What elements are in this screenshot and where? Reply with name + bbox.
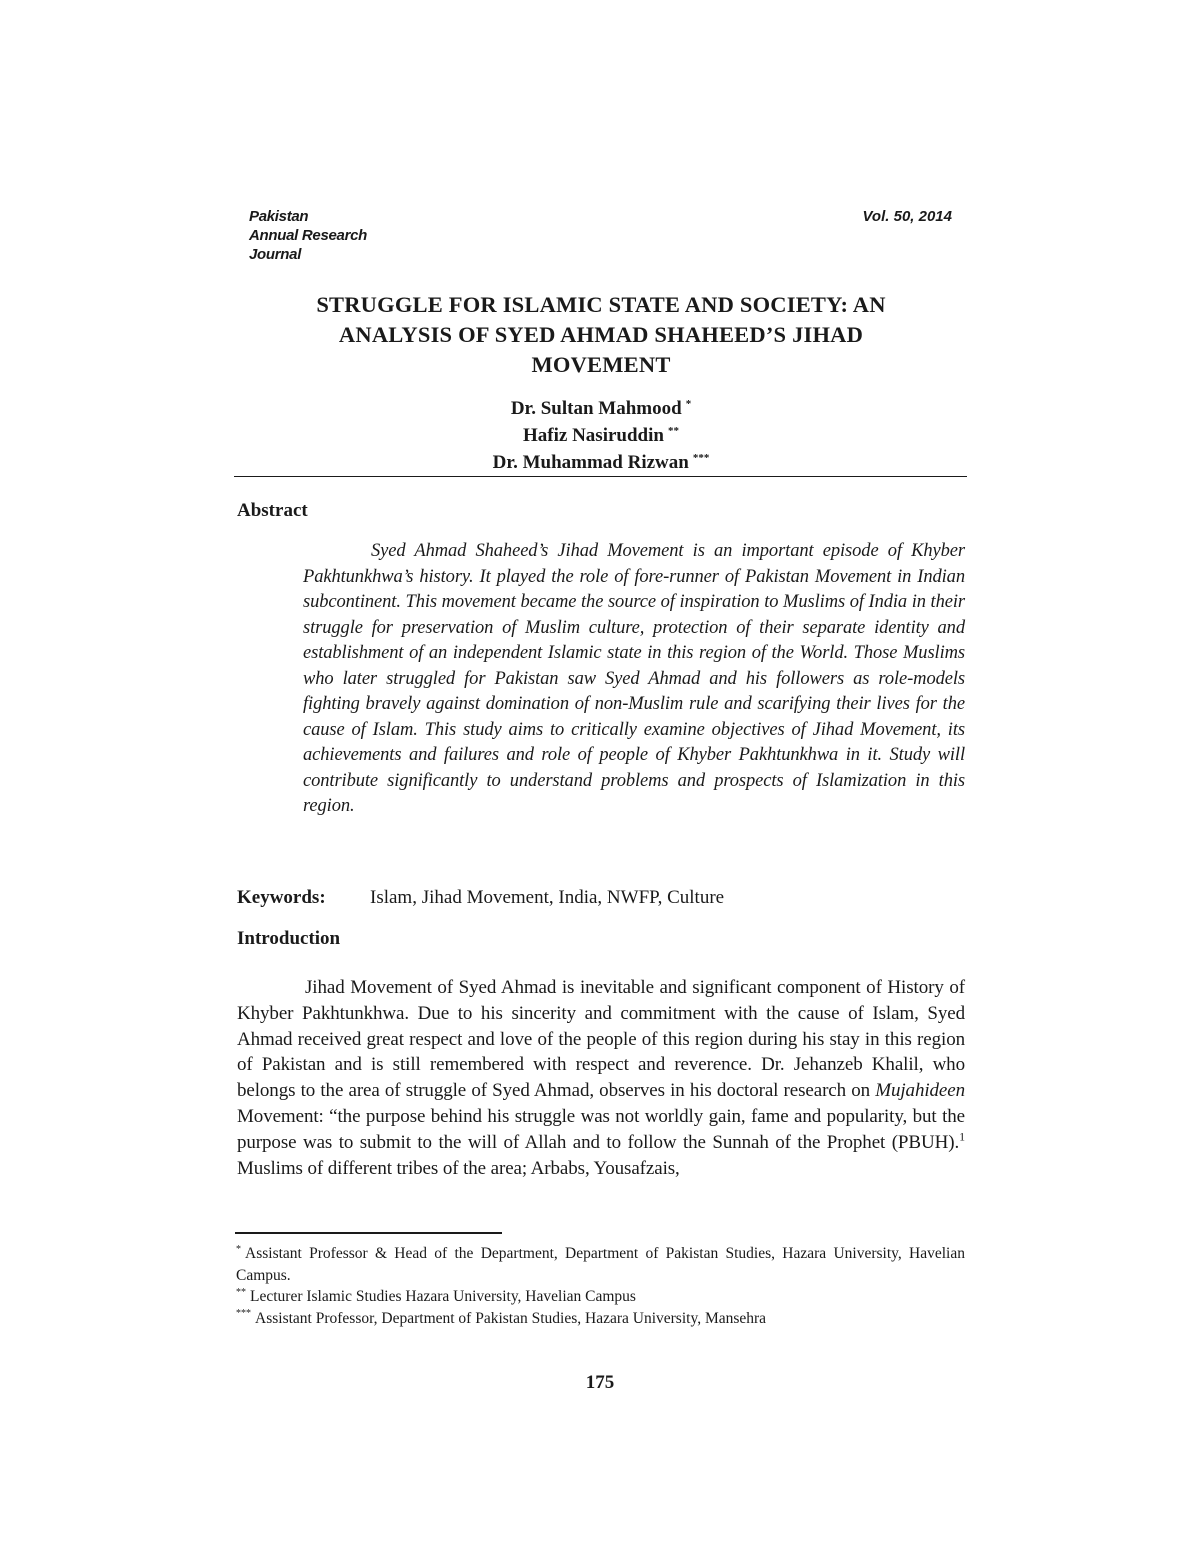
author-footnote-mark: ** — [667, 424, 679, 437]
title-line: ANALYSIS OF SYED AHMAD SHAHEED’S JIHAD — [338, 322, 864, 347]
author — [236, 395, 966, 422]
footnote-text: Assistant Professor & Head of the Department, Department of Pakistan Studies, Hazara University, Havelian Campus. — [236, 1245, 965, 1284]
footnotes — [236, 1243, 965, 1329]
author — [236, 422, 966, 449]
journal-name — [249, 207, 419, 264]
page-number: 175 — [585, 1372, 615, 1393]
author-footnote-mark: *** — [692, 451, 710, 464]
abstract-heading: Abstract — [237, 500, 308, 521]
volume-info: Vol. 50, 2014 — [862, 208, 952, 225]
footnote — [236, 1308, 965, 1330]
intro-text: Muslims of different tribes of the area; Arbabs, Yousafzais, — [237, 1157, 680, 1179]
journal-name-line: Annual Research — [249, 227, 368, 244]
keywords-label: Keywords: — [237, 887, 326, 908]
footnote-mark: ** — [236, 1286, 246, 1298]
footnote-text: Lecturer Islamic Studies Hazara University, Havelian Campus — [250, 1288, 636, 1305]
intro-text: Jihad Movement of Syed Ahmad is inevitable and significant component of History of Khyber Pakhtunkhwa. Due to his sincerity and commitment with the cause of Islam, Syed Ahmad received great respect and love of the people of this region during his stay in this region of Pakistan and is still remembered with respect and reverence. Dr. Jehanzeb Khalil, who belongs to the area of struggle of Syed Ahmad, observes in his doctoral research on — [237, 977, 965, 1102]
title-line: MOVEMENT — [531, 352, 671, 377]
footnote-divider — [235, 1232, 502, 1234]
author-list — [236, 395, 966, 476]
abstract-text: Syed Ahmad Shaheed’s Jihad Movement is an important episode of Khyber Pakhtunkhwa’s history. It played the role of fore-runner of Pakistan Movement in Indian subcontinent. This movement became the source of inspiration to Muslims of India in their struggle for preservation of Muslim culture, protection of their separate identity and establishment of an independent Islamic state in this region of the World. Those Muslims who later struggled for Pakistan saw Syed Ahmad and his followers as role-models fighting bravely against domination of non-Muslim rule and scarifying their lives for the cause of Islam. This study aims to critically examine objectives of Jihad Movement, its achievements and failures and role of people of Khyber Pakhtunkhwa in it. Study will contribute significantly to understand problems and prospects of Islamization in this region. — [303, 541, 965, 816]
keywords-value: Islam, Jihad Movement, India, NWFP, Culture — [370, 887, 725, 908]
author-name: Dr. Muhammad Rizwan — [492, 452, 689, 473]
author-name: Hafiz Nasiruddin — [523, 425, 664, 446]
footnote-text: Assistant Professor, Department of Pakistan Studies, Hazara University, Mansehra — [255, 1309, 767, 1327]
introduction-heading: Introduction — [237, 928, 341, 949]
footnote — [236, 1286, 965, 1308]
author — [236, 449, 966, 476]
title-line: STRUGGLE FOR ISLAMIC STATE AND SOCIETY: AN — [316, 292, 886, 317]
journal-name-line: Pakistan — [249, 208, 309, 225]
footnote-reference[interactable]: 1 — [959, 1129, 965, 1144]
footnote-mark: * — [236, 1243, 241, 1255]
intro-italic-term: Mujahideen — [875, 1080, 965, 1102]
author-footnote-mark: * — [685, 397, 692, 410]
keywords — [237, 885, 724, 911]
footnote-mark: *** — [236, 1308, 251, 1320]
footnote — [236, 1243, 965, 1286]
header-divider — [234, 476, 967, 477]
intro-text: Movement: “the purpose behind his struggle was not worldly gain, fame and popularity, but the purpose was to submit to the will of Allah and to follow the Sunnah of the Prophet (PBUH). — [237, 1105, 965, 1153]
journal-name-line: Journal — [249, 246, 302, 263]
author-name: Dr. Sultan Mahmood — [510, 398, 682, 419]
article-title — [236, 290, 966, 380]
introduction-paragraph — [237, 975, 965, 1181]
